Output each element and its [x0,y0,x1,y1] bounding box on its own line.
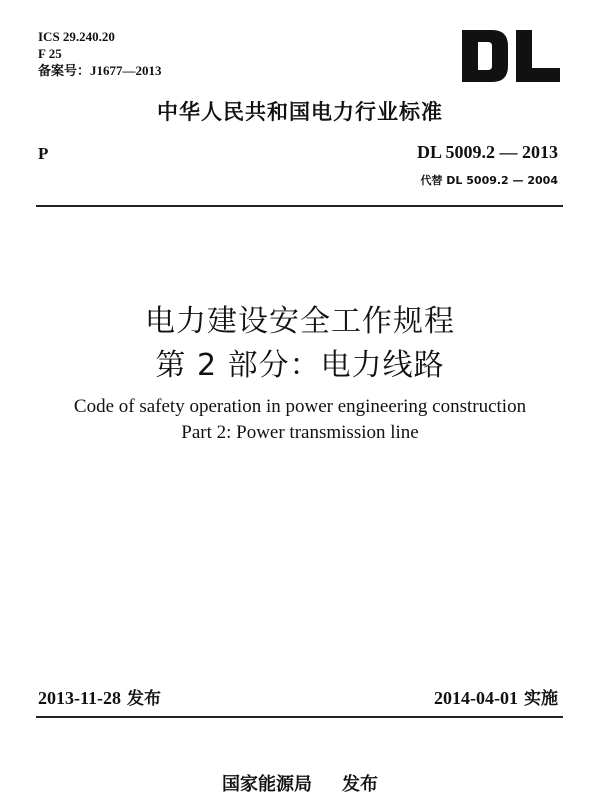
replaces-standard: 代替 DL 5009.2 — 2004 [420,174,558,187]
organization-title: 中华人民共和国电力行业标准 [157,100,443,124]
publisher-action: 发布 [342,774,378,795]
title-chinese-line-1: 电力建设安全工作规程 [145,304,455,339]
filing-number: 备案号：J1677—2013 [38,63,162,78]
title-chinese-line-2: 第 2 部分：电力线路 [155,348,445,383]
title-english-line-1: Code of safety operation in power engineering construction [73,396,527,417]
top-divider [36,205,563,207]
issue-label: 发布 [127,689,161,709]
title-english-line-2: Part 2: Power transmission line [181,422,419,443]
header-metadata [38,28,162,79]
ics-code: ICS 29.240.20 [38,29,115,44]
publisher-name: 国家能源局 [222,774,312,795]
issue-date-block [38,684,161,709]
classification-letter: P [38,144,49,163]
publisher [0,770,600,796]
category-code: F 25 [38,46,62,61]
standard-number: DL 5009.2 — 2013 [416,142,558,162]
issue-date: 2013-11-28 [38,688,121,708]
bottom-divider [36,716,563,718]
dl-logo [458,28,562,84]
effective-date-block [434,684,558,709]
effective-date: 2014-04-01 [434,688,518,708]
effective-label: 实施 [524,689,558,709]
